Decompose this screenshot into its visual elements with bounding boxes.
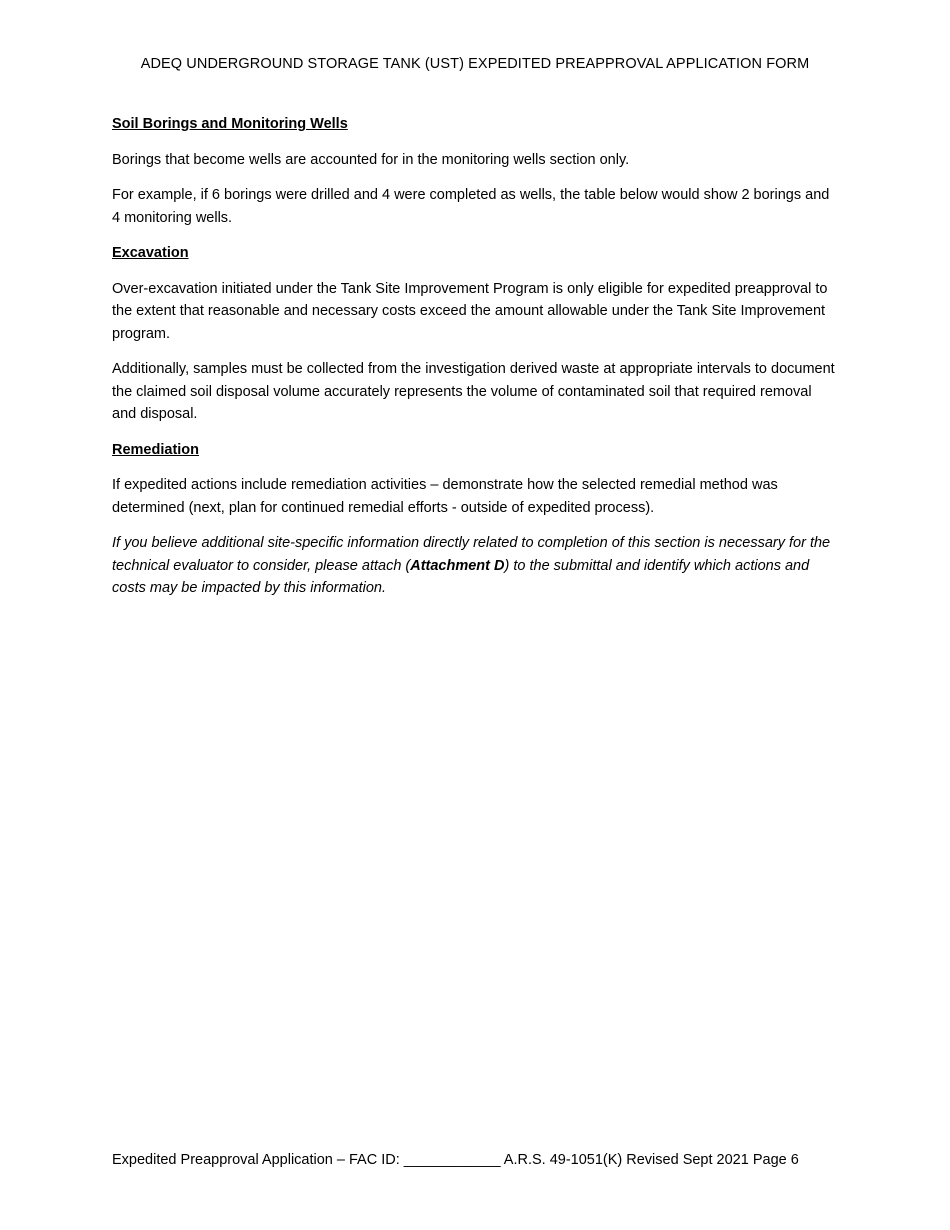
heading-soil-borings: Soil Borings and Monitoring Wells [112,116,348,132]
page-header: ADEQ UNDERGROUND STORAGE TANK (UST) EXPEDITED PREAPPROVAL APPLICATION FORM [140,56,810,72]
paragraph-excavation-2: Additionally, samples must be collected from the investigation derived waste at appropriate intervals to document the claimed soil disposal volume accurately represents the volume of contaminated soil that required removal and disposal. [112,361,835,422]
page-footer: Expedited Preapproval Application – FAC ID: ____________ A.R.S. 49-1051(K) Revised Sept 2021 Page 6 [112,1152,799,1168]
attachment-note-after: ) to the submittal and identify which actions and costs may be impacted by this information. [112,557,810,596]
paragraph-soil-borings-2: For example, if 6 borings were drilled and 4 were completed as wells, the table below would show 2 borings and 4 monitoring wells. [112,187,830,226]
attachment-d-label: Attachment D [410,557,505,574]
paragraph-excavation-1: Over-excavation initiated under the Tank Site Improvement Program is only eligible for expedited preapproval to the extent that reasonable and necessary costs exceed the amount allowable under the Tank Site Improvement program. [112,280,828,342]
heading-excavation: Excavation [112,245,189,261]
heading-remediation: Remediation [112,441,200,458]
paragraph-remediation-1: If expedited actions include remediation activities – demonstrate how the selected remedial method was determined (next, plan for continued remedial efforts - outside of expedited process). [112,477,778,516]
attachment-note [112,532,838,600]
attachment-note-before: If you believe additional site-specific information directly related to completion of this section is necessary for the technical evaluator to consider, please attach ( [112,535,831,574]
paragraph-soil-borings-1: Borings that become wells are accounted for in the monitoring wells section only. [112,151,630,168]
document-body [112,113,838,613]
